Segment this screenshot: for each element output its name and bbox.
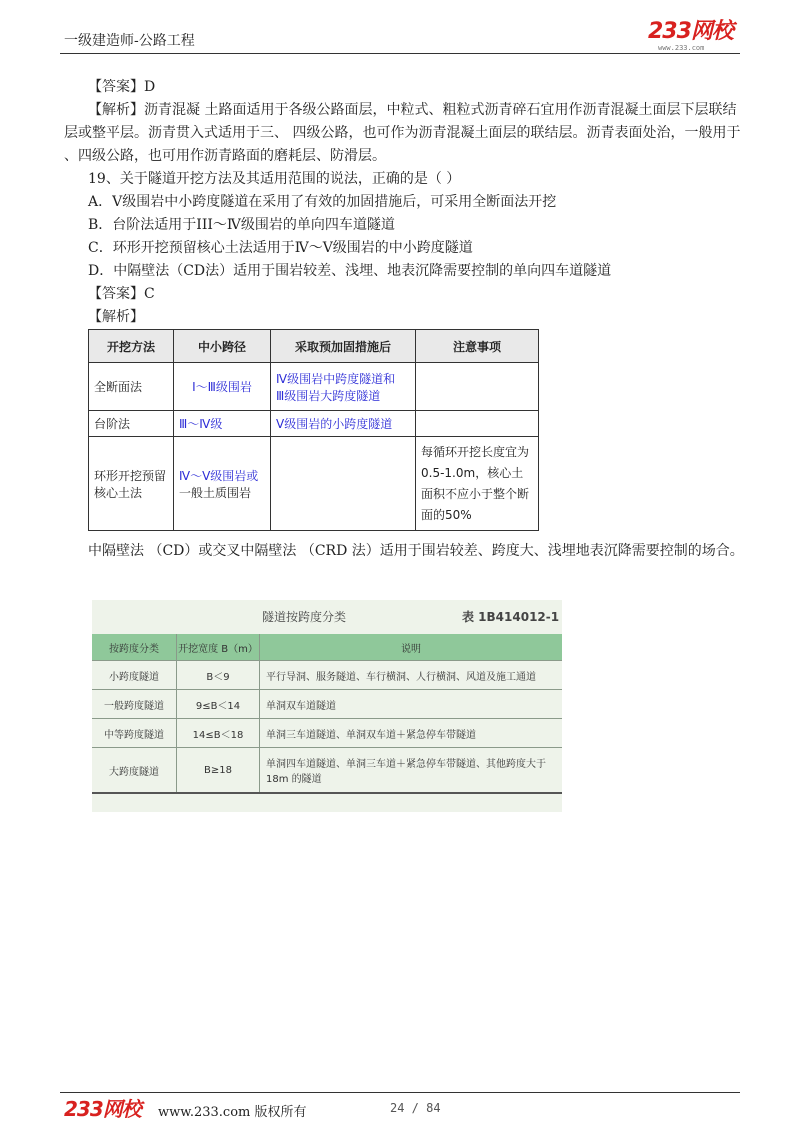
cell-after: Ⅳ级围岩中跨度隧道和 Ⅲ级围岩大跨度隧道 [271, 363, 416, 411]
cell-note [416, 363, 539, 411]
cell-note [416, 411, 539, 437]
footer-divider [60, 1092, 740, 1093]
col-notes: 注意事项 [416, 330, 539, 363]
brand-logo [648, 20, 740, 52]
table-row: 小跨度隧道 B＜9 平行导洞、服务隧道、车行横洞、人行横洞、风道及施工通道 [92, 661, 562, 690]
answer-19: 【答案】C [88, 286, 155, 302]
table-title: 隧道按跨度分类 [262, 610, 347, 624]
cell-after: Ⅴ级围岩的小跨度隧道 [271, 411, 416, 437]
table-code: 表 1B414012-1 [462, 610, 560, 624]
option-c: C．环形开挖预留核心土法适用于Ⅳ～Ⅴ级围岩的中小跨度隧道 [88, 240, 473, 256]
option-b: B．台阶法适用于III～Ⅳ级围岩的单向四车道隧道 [88, 217, 395, 233]
table-row: 一般跨度隧道 9≤B＜14 单洞双车道隧道 [92, 690, 562, 719]
question-19: 19、关于隧道开挖方法及其适用范围的说法，正确的是（ ） [88, 171, 461, 187]
cell-note: 每循环开挖长度宜为 0.5-1.0m，核心土 面积不应小于整个断 面的50% [416, 437, 539, 531]
cell-method: 台阶法 [89, 411, 174, 437]
col-after-reinforcement: 采取预加固措施后 [271, 330, 416, 363]
cell-method: 全断面法 [89, 363, 174, 411]
span-classification-table [92, 634, 562, 794]
col-method: 开挖方法 [89, 330, 174, 363]
excavation-method-table [88, 329, 539, 531]
footer-logo: 233网校 [64, 1097, 141, 1121]
table-header-row [89, 330, 539, 363]
option-a: A．Ⅴ级围岩中小跨度隧道在采用了有效的加固措施后，可采用全断面法开挖 [88, 194, 557, 210]
cell-span: Ⅰ～Ⅲ级围岩 [174, 363, 271, 411]
col-width: 开挖宽度 B（m） [177, 634, 260, 661]
cd-method-note: 中隔壁法 （CD）或交叉中隔壁法 （CRD 法）适用于围岩较差、跨度大、浅埋地表沉降需要控制的场合。 [88, 543, 744, 559]
table-header-row [92, 634, 562, 661]
col-class: 按跨度分类 [92, 634, 177, 661]
span-classification-figure [92, 600, 562, 812]
table-row [89, 363, 539, 411]
footer-copyright: www.233.com 版权所有 [158, 1105, 307, 1120]
table-row: 大跨度隧道 B≥18 单洞四车道隧道、单洞三车道＋紧急停车带隧道、其他跨度大于 18m 的隧道 [92, 748, 562, 794]
cell-span: Ⅳ～Ⅴ级围岩或 一般土质围岩 [174, 437, 271, 531]
cell-span: Ⅲ～Ⅳ级 [174, 411, 271, 437]
header-title: 一级建造师-公路工程 [64, 33, 195, 49]
header-divider [60, 53, 740, 54]
answer-18: 【答案】D [88, 79, 156, 95]
logo-url: www.233.com [658, 44, 705, 52]
col-desc: 说明 [260, 634, 563, 661]
logo-text: 233网校 [648, 19, 733, 44]
table-caption [92, 608, 562, 628]
table-row [89, 437, 539, 531]
page-number: 24 / 84 [390, 1101, 441, 1115]
cell-method: 环形开挖预留 核心土法 [89, 437, 174, 531]
analysis-18: 【解析】沥青混凝 土路面适用于各级公路面层，中粒式、粗粒式沥青碎石宜用作沥青混凝土面层下层联结层或整平层。沥青贯入式适用于三、 四级公路，也可作为沥青混凝土面层的联结层。沥青表面处治，一般用于 、四级公路，也可用作沥青路面的磨耗层、防滑层。 [64, 102, 741, 164]
question-content [64, 76, 748, 329]
analysis-19-label: 【解析】 [88, 309, 144, 325]
table-row [89, 411, 539, 437]
cell-after [271, 437, 416, 531]
option-d: D．中隔壁法（CD法）适用于围岩较差、浅埋、地表沉降需要控制的单向四车道隧道 [88, 263, 612, 279]
col-span: 中小跨径 [174, 330, 271, 363]
table-row: 中等跨度隧道 14≤B＜18 单洞三车道隧道、单洞双车道＋紧急停车带隧道 [92, 719, 562, 748]
